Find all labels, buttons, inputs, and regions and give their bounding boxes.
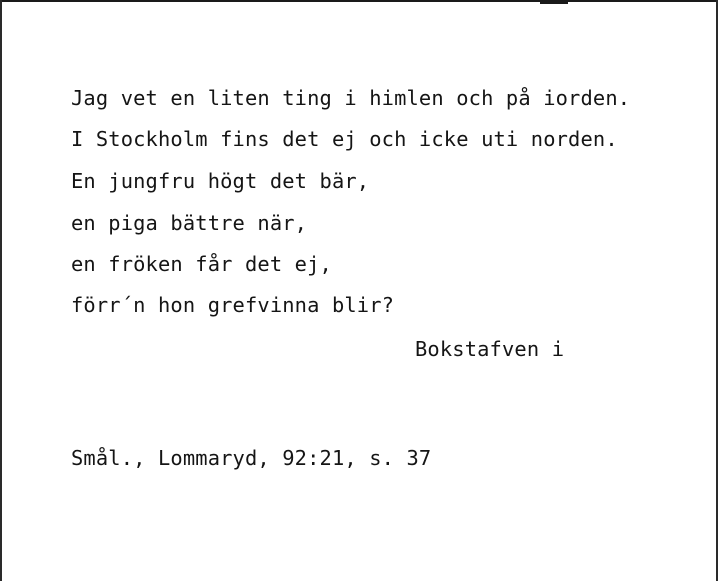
riddle-line-3: En jungfru högt det bär, — [71, 169, 370, 193]
riddle-line-4: en piga bättre när, — [71, 211, 308, 235]
source-reference: Smål., Lommaryd, 92:21, s. 37 — [71, 446, 432, 470]
card-top-edge — [0, 0, 718, 2]
riddle-line-2: I Stockholm fins det ej och icke uti norden. — [71, 127, 618, 151]
riddle-line-5: en fröken får det ej, — [71, 252, 332, 276]
riddle-answer: Bokstafven i — [415, 337, 565, 361]
riddle-line-6: förr´n hon grefvinna blir? — [71, 293, 395, 317]
riddle-line-1: Jag vet en liten ting i himlen och på iorden. — [71, 86, 631, 110]
card-left-edge — [0, 0, 2, 581]
card-top-mark — [540, 0, 568, 4]
